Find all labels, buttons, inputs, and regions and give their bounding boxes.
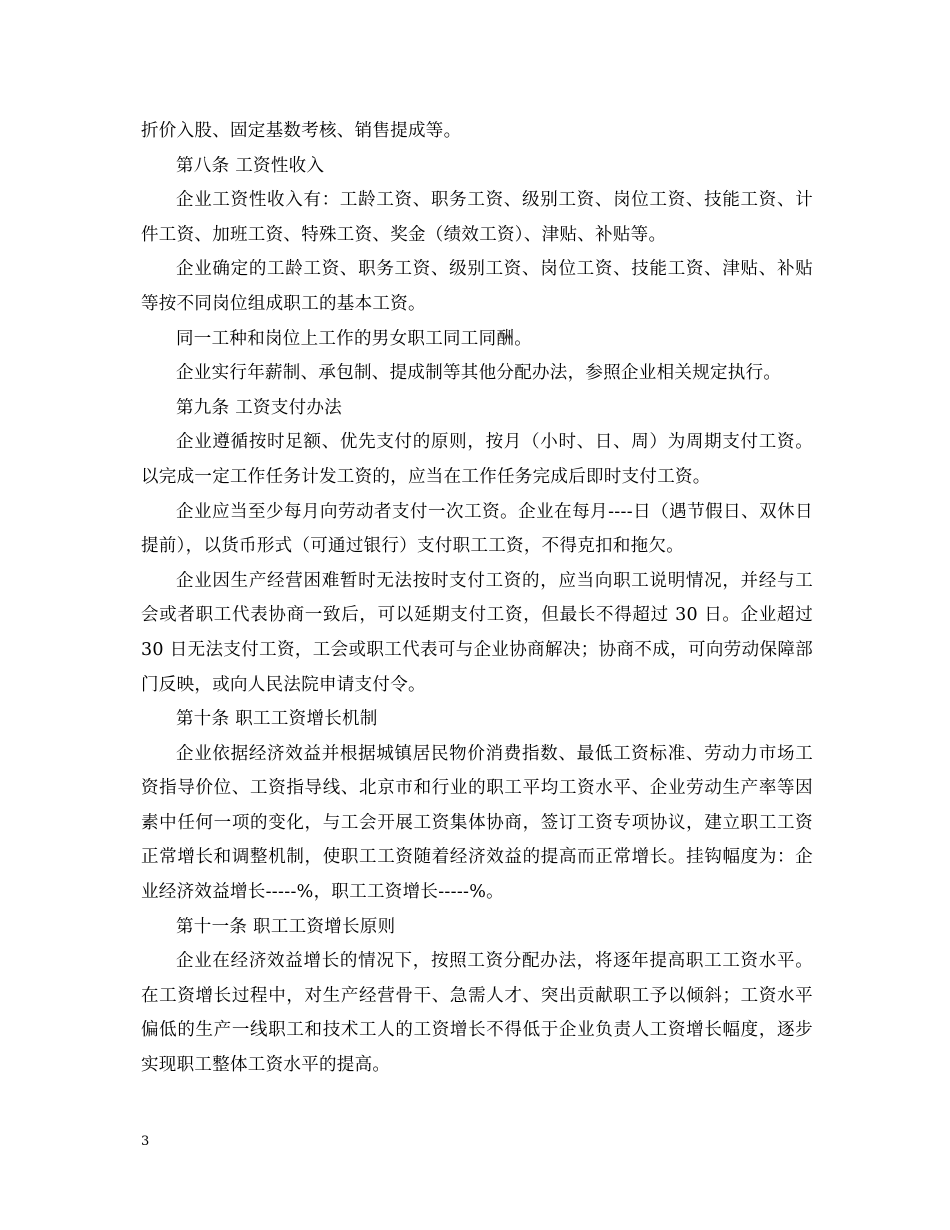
paragraph: 企业实行年薪制、承包制、提成制等其他分配办法，参照企业相关规定执行。 [176, 363, 782, 384]
article-heading-9: 第九条 工资支付办法 [176, 397, 343, 418]
paragraph: 企业在经济效益增长的情况下，按照工资分配办法，将逐年提高职工工资水平。在工资增长过程中，对生产经营骨干、急需人才、突出贡献职工予以倾斜；工资水平偏低的生产一线职工和技术工人的工资增长不得低于企业负责人工资增长幅度，逐步实现职工整体工资水平的提高。 [141, 951, 813, 1076]
document-body [141, 114, 813, 1083]
article-heading-10: 第十条 职工工资增长机制 [176, 709, 378, 730]
paragraph: 企业依据经济效益并根据城镇居民物价消费指数、最低工资标准、劳动力市场工资指导价位、工资指导线、北京市和行业的职工平均工资水平、企业劳动生产率等因素中任何一项的变化，与工会开展工资集体协商，签订工资专项协议，建立职工工资正常增长和调整机制，使职工工资随着经济效益的提高而正常增长。挂钩幅度为：企业经济效益增长-----%，职工工资增长-----%。 [141, 743, 813, 903]
paragraph: 企业应当至少每月向劳动者支付一次工资。企业在每月----日（遇节假日、双休日提前），以货币形式（可通过银行）支付职工工资，不得克扣和拖欠。 [141, 501, 813, 557]
article-heading-11: 第十一条 职工工资增长原则 [176, 916, 396, 937]
paragraph: 企业因生产经营困难暂时无法按时支付工资的，应当向职工说明情况，并经与工会或者职工代表协商一致后，可以延期支付工资，但最长不得超过 30 日。企业超过 30 日无法支付工资，工会或职工代表可与企业协商解决；协商不成，可向劳动保障部门反映，或向人民法院申请支付令。 [141, 570, 813, 695]
page-number: 3 [141, 1134, 150, 1149]
paragraph: 企业确定的工龄工资、职务工资、级别工资、岗位工资、技能工资、津贴、补贴等按不同岗位组成职工的基本工资。 [141, 259, 813, 314]
paragraph: 企业遵循按时足额、优先支付的原则，按月（小时、日、周）为周期支付工资。以完成一定工作任务计发工资的，应当在工作任务完成后即时支付工资。 [141, 432, 813, 487]
article-heading-8: 第八条 工资性收入 [176, 155, 325, 176]
paragraph-continuation: 折价入股、固定基数考核、销售提成等。 [141, 121, 462, 141]
paragraph: 同一工种和岗位上工作的男女职工同工同酬。 [176, 328, 532, 349]
paragraph: 企业工资性收入有：工龄工资、职务工资、级别工资、岗位工资、技能工资、计件工资、加班工资、特殊工资、奖金（绩效工资）、津贴、补贴等。 [141, 190, 813, 245]
